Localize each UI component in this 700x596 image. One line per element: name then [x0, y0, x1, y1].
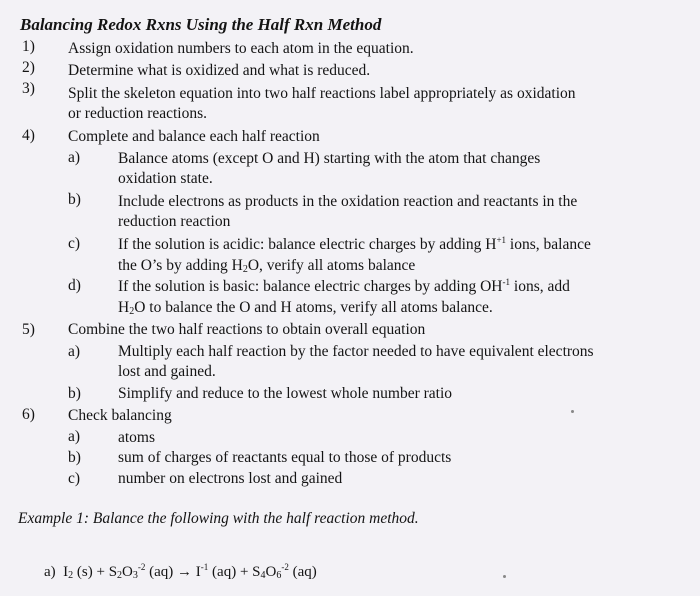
step-6a-text: atoms	[118, 429, 156, 446]
reactant-thiosulfate: $S_2O_3^{-2}$ (aq)	[108, 562, 174, 581]
step-6-text: Check balancing	[68, 407, 172, 424]
step-3-number: 3)	[22, 80, 35, 97]
step-6c-text: number on electrons lost and gained	[118, 470, 343, 487]
step-6b-label: b)	[68, 449, 81, 466]
step-6c-label: c)	[68, 470, 81, 487]
step-5a-label: a)	[68, 343, 81, 360]
reactant-iodine: $I_2$ (s) +	[63, 564, 109, 581]
example-heading: Example 1: Balance the following with the half reaction method.	[18, 510, 419, 527]
step-3-line-2: or reduction reactions.	[68, 105, 208, 122]
speck-mark	[571, 410, 574, 413]
step-4-text: Complete and balance each half reaction	[68, 128, 320, 145]
product-tetrathionate: $S_4O_6^{-2}$ (aq)	[252, 562, 317, 581]
step-2-text: Determine what is oxidized and what is reduced.	[68, 62, 371, 79]
step-6b-text: sum of charges of reactants equal to those of products	[118, 449, 452, 466]
step-2-number: 2)	[22, 59, 35, 76]
step-5b-text: Simplify and reduce to the lowest whole number ratio	[118, 385, 453, 402]
step-4b-label: b)	[68, 191, 81, 208]
step-5a-line-2: lost and gained.	[118, 363, 216, 380]
step-1-number: 1)	[22, 38, 35, 55]
equation-label: a)	[44, 564, 56, 580]
reaction-arrow-icon: →	[177, 564, 196, 580]
step-4b-line-1: Include electrons as products in the oxidation reaction and reactants in the	[118, 193, 578, 210]
step-4c-line-1: If the solution is acidic: balance electric charges by adding $H^{+1}$ ions, balance	[118, 235, 591, 253]
step-4b-line-2: reduction reaction	[118, 213, 231, 230]
speck-mark	[503, 575, 506, 578]
step-4d-label: d)	[68, 277, 81, 294]
step-4c-line-2: the O’s by adding $H_2O$, verify all atoms balance	[118, 257, 416, 275]
step-4-number: 4)	[22, 127, 35, 144]
example-equation	[44, 564, 317, 581]
step-1-text: Assign oxidation numbers to each atom in the equation.	[68, 40, 414, 57]
step-4a-line-1: Balance atoms (except O and H) starting with the atom that changes	[118, 150, 541, 167]
step-6a-label: a)	[68, 428, 81, 445]
product-iodide: $I^{-1}$ (aq) +	[195, 562, 253, 580]
step-5b-label: b)	[68, 385, 81, 402]
step-4a-label: a)	[68, 149, 81, 166]
step-3-line-1: Split the skeleton equation into two half reactions label appropriately as oxidation	[68, 85, 576, 102]
step-6-number: 6)	[22, 406, 35, 423]
step-5-number: 5)	[22, 321, 35, 338]
step-4d-line-1: If the solution is basic: balance electric charges by adding $OH^{-1}$ ions, add	[118, 277, 570, 295]
step-4c-label: c)	[68, 235, 81, 252]
step-4a-line-2: oxidation state.	[118, 170, 213, 187]
step-5-text: Combine the two half reactions to obtain overall equation	[68, 321, 426, 338]
page-title: Balancing Redox Rxns Using the Half Rxn Method	[20, 15, 382, 34]
step-4d-line-2: $H_2O$ to balance the O and H atoms, verify all atoms balance.	[118, 299, 493, 317]
step-5a-line-1: Multiply each half reaction by the factor needed to have equivalent electrons	[118, 343, 594, 360]
